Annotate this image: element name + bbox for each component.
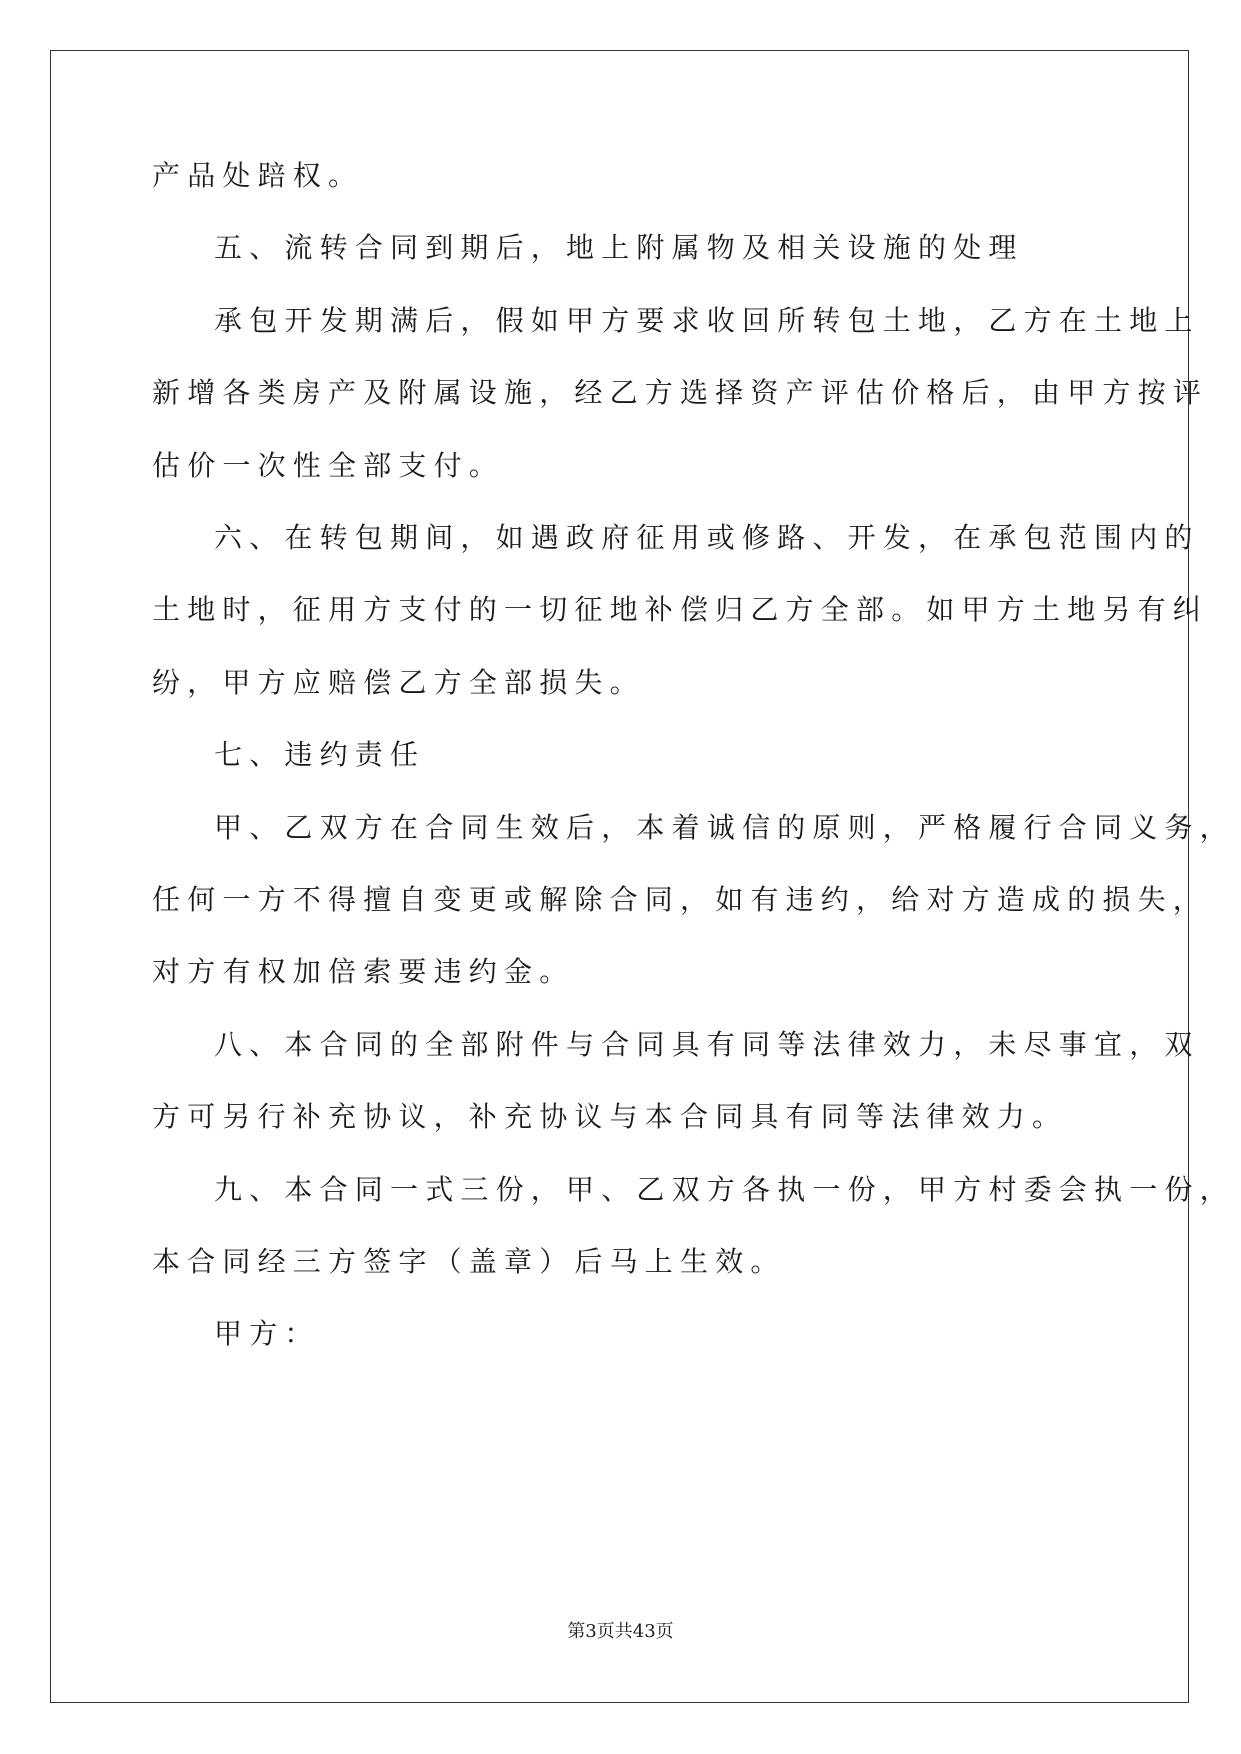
text-line: 本合同经三方签字（盖章）后马上生效。 xyxy=(152,1245,786,1278)
page-total: 共43页 xyxy=(614,1621,674,1642)
text-line: 甲、乙双方在合同生效后，本着诚信的原则，严格履行合同义务， xyxy=(214,811,1235,844)
page-footer xyxy=(0,1617,1241,1643)
text-line: 九、本合同一式三份，甲、乙双方各执一份，甲方村委会执一份， xyxy=(214,1173,1235,1206)
text-line: 任何一方不得擅自变更或解除合同，如有违约，给对方造成的损失， xyxy=(152,883,1209,916)
section-heading: 七、违约责任 xyxy=(214,738,426,771)
text-line: 对方有权加倍索要违约金。 xyxy=(152,955,575,988)
page-border xyxy=(50,50,1189,1703)
text-line: 产品处踣权。 xyxy=(152,159,364,192)
text-line: 估价一次性全部支付。 xyxy=(152,449,505,482)
text-line: 新增各类房产及附属设施，经乙方选择资产评估价格后，由甲方按评 xyxy=(152,376,1209,409)
signature-label-party-a: 甲方： xyxy=(214,1317,320,1350)
section-heading: 五、流转合同到期后，地上附属物及相关设施的处理 xyxy=(214,231,1024,264)
text-line: 八、本合同的全部附件与合同具有同等法律效力，未尽事宜，双 xyxy=(214,1028,1200,1061)
page-number: 第3页 xyxy=(567,1621,615,1642)
text-line: 六、在转包期间，如遇政府征用或修路、开发，在承包范围内的 xyxy=(214,521,1200,554)
text-line: 土地时，征用方支付的一切征地补偿归乙方全部。如甲方土地另有纠 xyxy=(152,593,1209,626)
text-line: 方可另行补充协议，补充协议与本合同具有同等法律效力。 xyxy=(152,1100,1068,1133)
text-line: 承包开发期满后，假如甲方要求收回所转包土地，乙方在土地上 xyxy=(214,304,1200,337)
text-line: 纷，甲方应赔偿乙方全部损失。 xyxy=(152,666,645,699)
